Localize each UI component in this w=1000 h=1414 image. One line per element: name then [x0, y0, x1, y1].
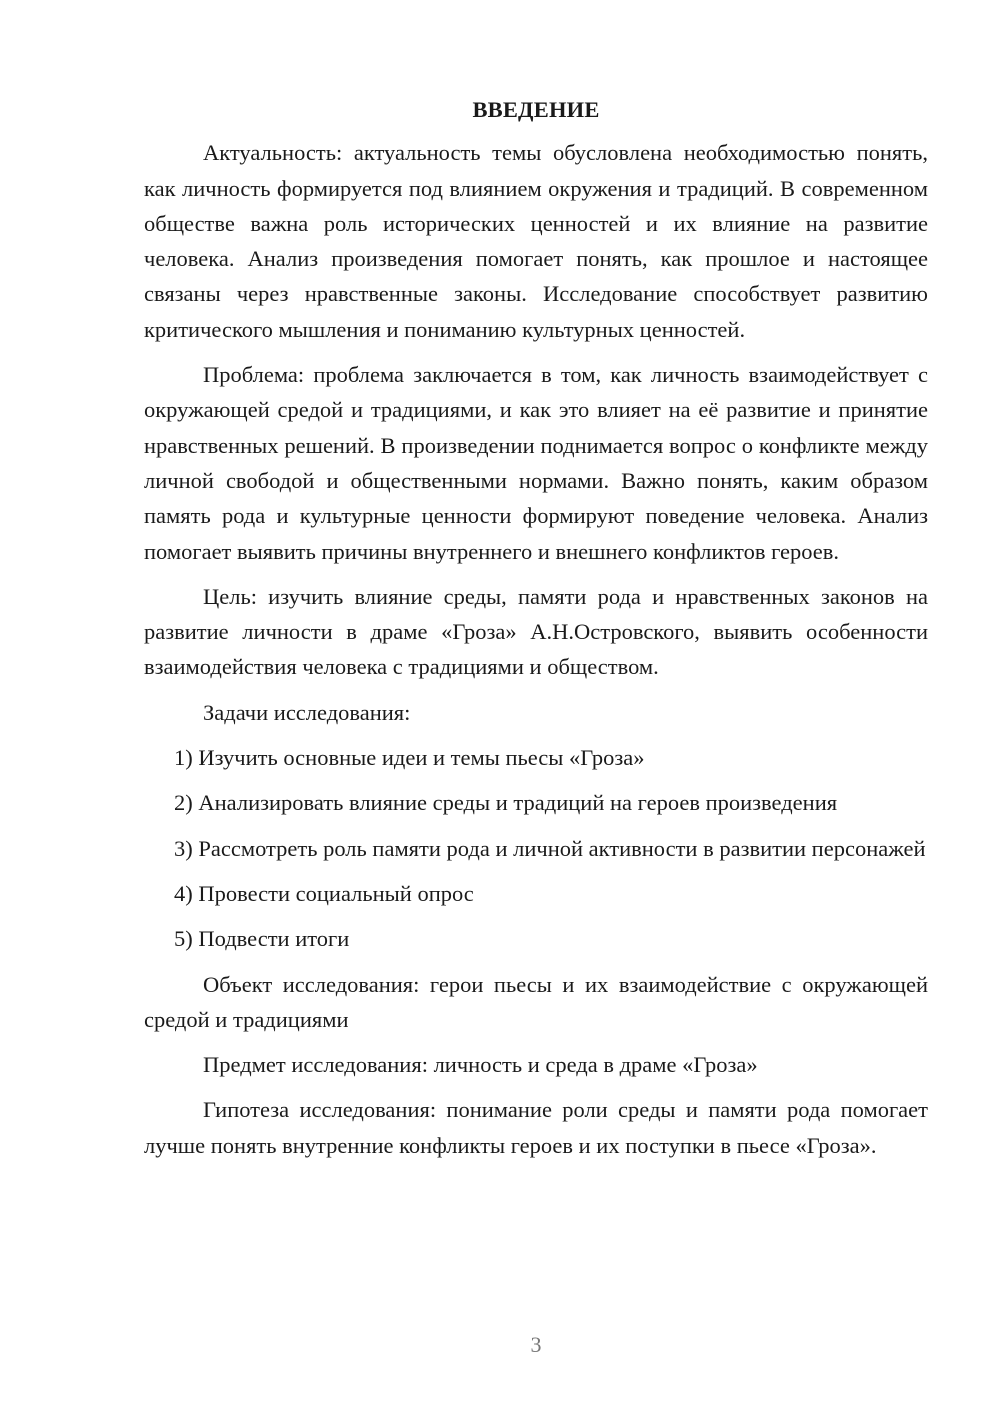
task-item-4: 4) Провести социальный опрос: [174, 880, 474, 906]
task-item-2: 2) Анализировать влияние среды и традиций на героев произведения: [174, 790, 838, 816]
document-page: [144, 92, 928, 1173]
problem-paragraph: Проблема: проблема заключается в том, как личность взаимодействует с окружающей средой и традициями, и как это влияет на её развитие и принятие нравственных решений. В произведении поднимается вопрос о конфликте между личной свободой и общественными нормами. Важно понять, каким образом память рода и культурные ценности формируют поведение человека. Анализ помогает выявить причины внутреннего и внешнего конфликтов героев.: [144, 362, 928, 564]
hypothesis-paragraph: Гипотеза исследования: понимание роли среды и памяти рода помогает лучше понять внутренние конфликты героев и их поступки в пьесе «Гроза».: [144, 1097, 928, 1158]
relevance-paragraph: Актуальность: актуальность темы обусловлена необходимостью понять, как личность формируется под влиянием окружения и традиций. В современном обществе важна роль исторических ценностей и их влияние на развитие человека. Анализ произведения помогает понять, как прошлое и настоящее связаны через нравственные законы. Исследование способствует развитию критического мышления и пониманию культурных ценностей.: [144, 140, 928, 342]
page-number: 3: [530, 1332, 542, 1357]
goal-paragraph: Цель: изучить влияние среды, памяти рода и нравственных законов на развитие личности в драме «Гроза» А.Н.Островского, выявить особенности взаимодействия человека с традициями и обществом.: [144, 583, 928, 680]
tasks-heading: Задачи исследования:: [203, 699, 411, 725]
task-item-1: 1) Изучить основные идеи и темы пьесы «Гроза»: [174, 745, 645, 771]
research-subject-paragraph: Предмет исследования: личность и среда в драме «Гроза»: [203, 1052, 758, 1078]
research-object-paragraph: Объект исследования: герои пьесы и их взаимодействие с окружающей средой и традициями: [144, 971, 928, 1032]
document-title: ВВЕДЕНИЕ: [472, 97, 600, 122]
tasks-list: [144, 740, 928, 956]
task-item-3: 3) Рассмотреть роль памяти рода и личной активности в развитии персонажей: [174, 835, 926, 861]
task-item-5: 5) Подвести итоги: [174, 926, 350, 952]
